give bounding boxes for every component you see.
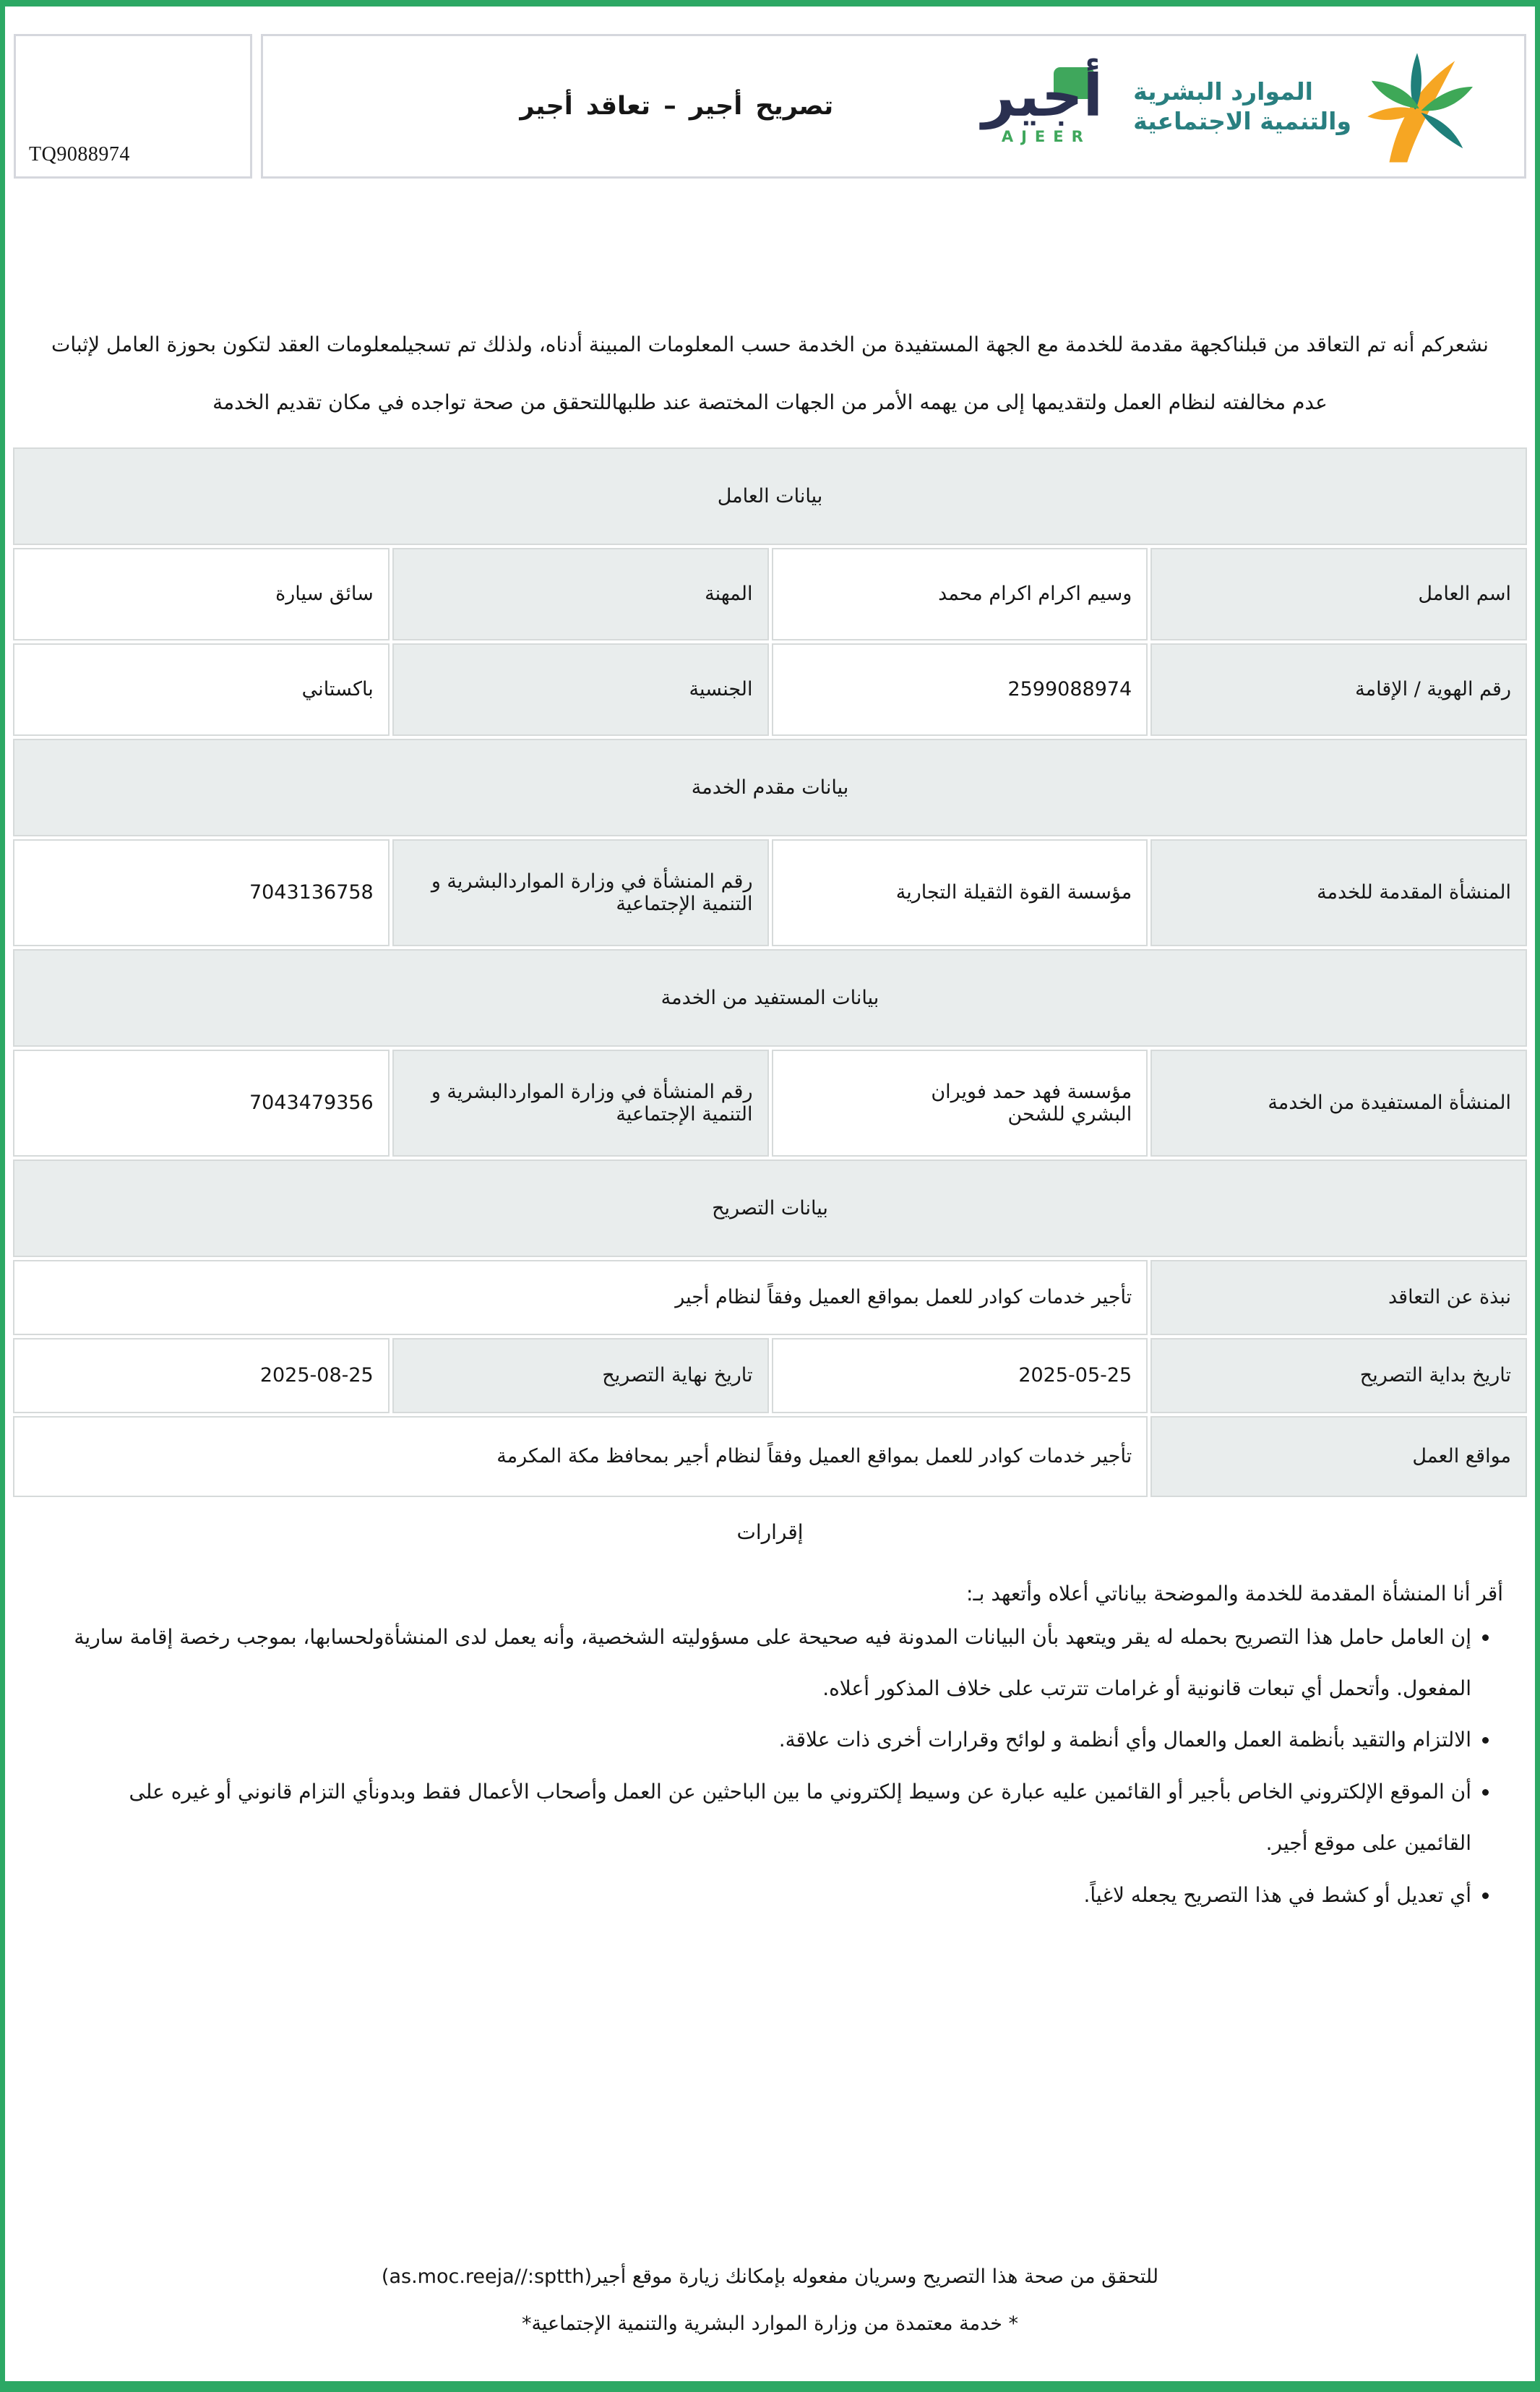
ajeer-logo-latin: AJEER [1001, 128, 1091, 145]
ajeer-logo [981, 62, 1104, 145]
table-row [13, 1416, 1527, 1497]
id-value: 2599088974 [772, 643, 1148, 736]
worker-name-label: اسم العامل [1150, 548, 1527, 640]
permit-section-title: بيانات التصريح [13, 1159, 1527, 1257]
document-footer [5, 2265, 1535, 2359]
declaration-item: • أن الموقع الإلكتروني الخاص بأجير أو القائمين عليه عبارة عن وسيط إلكتروني ما بين الباحثين عن العمل وأصحاب الأعمال فقط وبدونأي التزام قانوني أو غيره على القائمين على موقع أجير. [56, 1766, 1471, 1869]
ministry-palm-icon [1362, 47, 1481, 166]
provider-establishment-label: المنشأة المقدمة للخدمة [1150, 839, 1527, 946]
profession-value: سائق سيارة [13, 548, 390, 640]
table-row [13, 548, 1527, 640]
table-row [13, 643, 1527, 736]
provider-number-value: 7043136758 [13, 839, 390, 946]
section-header-provider [13, 739, 1527, 836]
end-date-label: تاريخ نهاية التصريح [392, 1338, 769, 1413]
document-number-box [14, 34, 252, 179]
header-title-box [261, 34, 1526, 179]
permit-data-table [10, 445, 1530, 1500]
section-header-permit [13, 1159, 1527, 1257]
provider-number-label: رقم المنشأة في وزارة المواردالبشرية و التنمية الإجتماعية [392, 839, 769, 946]
worker-name-value: وسيم اكرام اكرام محمد [772, 548, 1148, 640]
contract-summary-value: تأجير خدمات كوادر للعمل بمواقع العميل وفقاً لنظام أجير [13, 1260, 1148, 1335]
document-title: تصريح أجير – تعاقد أجير [520, 92, 834, 121]
table-row [13, 1260, 1527, 1335]
start-date-label: تاريخ بداية التصريح [1150, 1338, 1527, 1413]
ministry-logo-line2: والتنمية الاجتماعية [1133, 107, 1351, 135]
beneficiary-establishment-value: مؤسسة فهد حمد فويران البشري للشحن [772, 1050, 1148, 1157]
id-label: رقم الهوية / الإقامة [1150, 643, 1527, 736]
declarations-title: إقرارات [736, 1519, 804, 1544]
ajeer-logo-arabic: أجير [981, 62, 1104, 129]
section-header-worker [13, 447, 1527, 545]
footer-approval-line: * خدمة معتمدة من وزارة الموارد البشرية والتنمية الإجتماعية* [521, 2312, 1019, 2335]
beneficiary-number-label: رقم المنشأة في وزارة المواردالبشرية و التنمية الإجتماعية [392, 1050, 769, 1157]
ministry-logo [1133, 47, 1481, 166]
worker-section-title: بيانات العامل [13, 447, 1527, 545]
start-date-value: 2025-05-25 [772, 1338, 1148, 1413]
declarations-section [34, 1520, 1506, 1921]
declaration-item: • إن العامل حامل هذا التصريح بحمله له يقر ويتعهد بأن البيانات المدونة فيه صحيحة على مسؤوليته الشخصية، وأنه يعمل لدى المنشأةولحسابها، بموجب رخصة إقامة سارية المفعول. وأتحمل أي تبعات قانونية أو غرامات تترتب على خلاف المذكور أعلاه. [56, 1611, 1471, 1715]
beneficiary-establishment-label: المنشأة المستفيدة من الخدمة [1150, 1050, 1527, 1157]
profession-label: المهنة [392, 548, 769, 640]
declarations-list [34, 1611, 1506, 1921]
nationality-label: الجنسية [392, 643, 769, 736]
contract-summary-label: نبذة عن التعاقد [1150, 1260, 1527, 1335]
footer-verification-line: للتحقق من صحة هذا التصريح وسريان مفعوله بإمكانك زيارة موقع أجير(as.moc.reeja//:sptth) [381, 2265, 1159, 2288]
document-number: TQ9088974 [29, 143, 130, 166]
intro-paragraph: نشعركم أنه تم التعاقد من قبلناكجهة مقدمة للخدمة مع الجهة المستفيدة من الخدمة حسب المعلومات المبينة أدناه، ولذلك تم تسجيلمعلومات العقد لتكون بحوزة العامل لإثبات عدم مخالفته لنظام العمل ولتقديمها إلى من يهمه الأمر من الجهات المختصة عند طلبهاللتحقق من صحة تواجده في مكان تقديم الخدمة [51, 333, 1489, 414]
provider-establishment-value: مؤسسة القوة الثقيلة التجارية [772, 839, 1148, 946]
ministry-logo-line1: الموارد البشرية [1133, 77, 1313, 106]
document-header [14, 34, 1526, 179]
table-row [13, 1338, 1527, 1413]
declaration-item: • أي تعديل أو كشط في هذا التصريح يجعله لاغياً. [56, 1869, 1471, 1921]
work-locations-label: مواقع العمل [1150, 1416, 1527, 1497]
work-locations-value: تأجير خدمات كوادر للعمل بمواقع العميل وفقاً لنظام أجير بمحافظ مكة المكرمة [13, 1416, 1148, 1497]
provider-section-title: بيانات مقدم الخدمة [13, 739, 1527, 836]
declarations-intro: أقر أنا المنشأة المقدمة للخدمة والموضحة بياناتي أعلاه وأتعهد بـ: [966, 1581, 1503, 1606]
beneficiary-number-value: 7043479356 [13, 1050, 390, 1157]
end-date-value: 2025-08-25 [13, 1338, 390, 1413]
beneficiary-section-title: بيانات المستفيد من الخدمة [13, 949, 1527, 1047]
table-row [13, 1050, 1527, 1157]
table-row [13, 839, 1527, 946]
declaration-item: • الالتزام والتقيد بأنظمة العمل والعمال وأي أنظمة و لوائح وقرارات أخرى ذات علاقة. [56, 1714, 1471, 1765]
ministry-logo-text [1133, 77, 1351, 137]
nationality-value: باكستاني [13, 643, 390, 736]
section-header-beneficiary [13, 949, 1527, 1047]
